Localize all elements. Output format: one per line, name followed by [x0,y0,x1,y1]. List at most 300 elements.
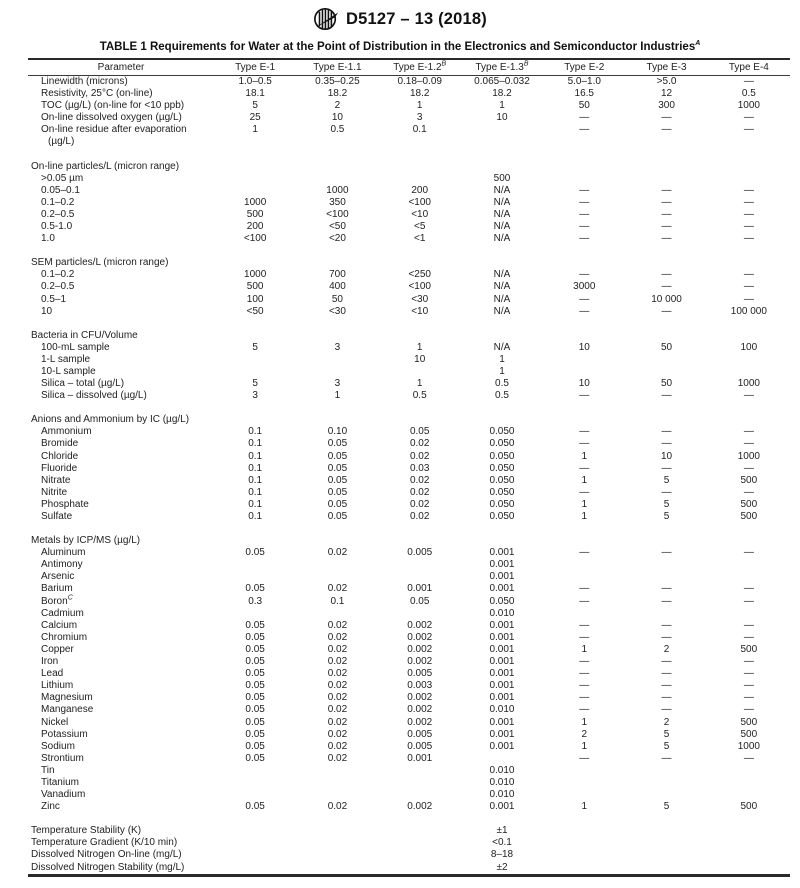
value-cell [379,777,461,789]
value-cell: 2 [334,100,341,112]
param-label: Iron [41,656,59,668]
table-row [28,656,790,668]
value-cell: 0.001 [489,668,515,680]
value-cell [625,571,707,583]
value-cell: — [579,124,590,136]
value-cell: 1 [581,716,588,728]
value-cell: 0.02 [327,643,348,655]
value-cell: — [661,619,672,631]
value-cell [296,825,378,837]
value-cell [296,789,378,801]
param-label: On-line dissolved oxygen (µg/L) [41,112,182,124]
value-cell: — [661,438,672,450]
param-label: Bromide [41,438,79,450]
value-cell: 0.005 [407,740,433,752]
value-cell: — [579,595,590,607]
table-row [28,463,790,475]
value-cell: 0.05 [327,498,348,510]
value-cell: 0.002 [407,692,433,704]
table-row [28,680,790,692]
table-row [28,281,790,293]
value-cell: — [743,656,754,668]
value-cell [543,354,625,366]
value-cell: — [661,124,672,136]
value-cell: 400 [329,281,346,293]
table-row [28,76,790,89]
value-cell: 5 [663,740,670,752]
value-cell: 0.02 [327,656,348,668]
value-cell: <100 [326,208,349,220]
value-cell: 0.050 [489,595,515,607]
param-cell [28,583,214,595]
param-label: Dissolved Nitrogen On-line (mg/L) [31,849,182,861]
value-cell: 3000 [573,281,596,293]
param-label: Sulfate [41,511,73,522]
value-cell: 0.02 [327,704,348,716]
value-cell: 5.0–1.0 [567,76,601,87]
value-cell: N/A [493,269,511,281]
param-label: Dissolved Nitrogen Stability (mg/L) [31,861,185,873]
value-cell: 1000 [737,740,760,752]
value-cell: — [743,281,754,293]
value-cell: 3 [252,390,258,402]
value-cell: 5 [663,474,670,486]
value-cell: 0.35–0.25 [315,76,360,87]
value-cell: 100 000 [730,305,767,317]
value-cell [708,559,790,571]
value-cell [461,124,543,148]
value-cell: — [579,112,590,124]
section-header-row [28,161,790,173]
value-cell: 0.02 [409,450,430,462]
value-cell: 0.02 [327,692,348,704]
value-cell: 0.050 [489,438,515,450]
table-row [28,608,790,620]
param-cell [28,124,214,148]
value-cell [379,825,461,837]
value-cell: 0.05 [327,474,348,486]
value-cell: 1 [416,341,423,353]
value-cell [708,366,790,378]
value-cell [296,354,378,366]
value-cell: — [661,631,672,643]
value-cell [543,849,625,861]
value-cell: N/A [493,305,511,317]
value-cell [543,366,625,378]
value-cell [214,777,296,789]
value-cell: — [743,76,754,87]
param-label: Silica – total (µg/L) [41,378,125,390]
table-title [0,41,800,53]
value-cell: 1000 [244,269,267,281]
value-cell: 0.5 [330,124,345,136]
value-cell [461,753,543,765]
value-cell: 0.050 [489,426,515,438]
value-cell [543,608,625,620]
section-spacer [28,245,790,257]
value-cell: 5 [252,378,258,390]
table-header [28,59,790,76]
value-cell: 5 [663,511,670,522]
value-cell: 0.02 [327,801,348,813]
param-label: Resistivity, 25°C (on-line) [41,88,153,100]
value-cell: — [661,184,672,196]
value-cell: 0.065–0.032 [474,76,530,87]
value-cell [296,765,378,777]
value-cell: 500 [246,281,264,293]
section-spacer [28,402,790,414]
value-cell: 0.050 [489,511,515,522]
value-cell: 0.05 [245,631,265,643]
value-cell: — [579,233,590,245]
value-cell: 0.001 [489,692,515,704]
value-cell: 0.05 [245,680,265,692]
param-cell [28,197,214,209]
value-cell: 0.1 [248,498,263,510]
value-cell: 0.05 [409,595,430,607]
table-row [28,209,790,221]
value-cell: 1 [581,511,588,522]
value-cell: 0.5 [412,390,427,402]
param-label-line2: (µg/L) [48,136,75,148]
param-label: 0.5–1 [41,293,67,305]
value-cell: 1 [499,353,505,365]
table-row [28,366,790,378]
value-cell: 1 [252,124,258,136]
param-label: Sodium [41,740,75,752]
param-cell [28,547,214,559]
value-cell: 0.18–0.09 [397,76,442,87]
value-cell: 5 [252,100,258,112]
param-cell [28,765,214,777]
value-cell [379,559,461,571]
param-cell [28,608,214,620]
value-cell [214,185,296,197]
value-cell: 1000 [737,100,760,112]
value-cell: 500 [740,716,758,728]
value-cell: — [743,692,754,704]
value-cell: 0.05 [245,643,265,655]
value-cell: 18.2 [327,88,348,100]
value-cell: 0.001 [489,643,515,655]
value-cell: 0.05 [327,486,348,498]
value-cell: 0.02 [327,680,348,692]
value-cell: 0.005 [407,728,433,740]
value-cell: 0.1 [248,486,263,498]
value-cell: <100 [243,233,267,245]
value-cell: 1 [581,643,588,655]
value-cell: — [579,583,590,595]
param-cell [28,777,214,789]
value-cell [214,789,296,801]
value-cell: — [579,631,590,643]
value-cell: 1 [334,390,341,402]
table-row [28,378,790,390]
value-cell: 5 [252,341,258,353]
value-cell [625,559,707,571]
value-cell [379,173,461,185]
table-row [28,862,790,876]
value-cell: 0.1 [248,511,263,522]
value-cell: <50 [328,221,346,233]
value-cell: 0.1 [248,450,263,462]
value-cell: — [743,583,754,595]
value-cell: 0.05 [245,619,265,631]
param-cell [28,306,214,318]
col-header-type-e1: Type E-1 [214,59,296,76]
value-cell [296,777,378,789]
value-cell: 3 [334,378,341,390]
value-cell: N/A [493,341,511,353]
value-cell: 500 [740,511,758,522]
value-cell: 0.050 [489,450,515,462]
table-row [28,354,790,366]
table-row [28,88,790,100]
table-row [28,596,790,608]
value-cell [214,837,296,849]
value-cell: 0.10 [327,426,348,438]
section-spacer [28,813,790,825]
value-cell: 0.001 [489,680,515,692]
table-row [28,294,790,306]
value-cell: — [743,486,754,498]
value-cell: 0.02 [409,486,430,498]
value-cell: 0.02 [409,474,430,486]
param-label: Copper [41,643,74,655]
param-label: Potassium [41,728,88,740]
value-cell: 0.05 [245,728,265,740]
value-cell: 12 [660,88,673,100]
value-cell: — [661,462,672,474]
value-cell: 50 [331,293,343,305]
value-cell: — [661,208,672,220]
value-cell: — [743,196,754,208]
header-row [28,59,790,76]
section-header: Bacteria in CFU/Volume [31,329,138,341]
col-header-type-e3: Type E-3 [625,59,707,76]
param-cell [28,511,214,523]
value-cell: 0.05 [245,656,265,668]
value-cell [543,765,625,777]
param-cell [28,390,214,402]
param-cell [28,100,214,112]
value-cell: — [743,668,754,680]
value-cell: 0.5 [741,88,756,100]
value-cell: — [579,462,590,474]
value-cell [379,862,461,876]
param-cell [28,729,214,741]
value-cell: — [579,221,590,233]
value-cell: 0.001 [489,728,515,740]
value-cell [708,825,790,837]
value-cell [214,862,296,876]
param-cell [28,825,214,837]
param-cell [28,644,214,656]
value-cell: 50 [660,378,673,390]
value-cell: — [579,293,590,305]
value-cell: 0.05 [327,450,348,462]
table-row [28,487,790,499]
value-cell: 0.05 [245,583,265,595]
param-cell [28,221,214,233]
param-cell [28,185,214,197]
value-cell: — [579,680,590,692]
value-cell: — [579,208,590,220]
value-cell: 0.001 [489,656,515,668]
table-row [28,221,790,233]
value-cell: 0.010 [489,789,515,801]
table-row [28,547,790,559]
value-cell: 0.001 [489,547,515,559]
value-cell: — [579,184,590,196]
param-label: Antimony [41,559,83,571]
table-body [28,76,790,876]
value-cell: 0.1 [412,124,427,136]
value-cell: <100 [408,281,431,293]
value-cell [708,765,790,777]
value-cell: <10 [411,208,429,220]
value-cell: 0.1 [330,595,345,607]
value-cell: <100 [408,196,431,208]
param-cell [28,571,214,583]
value-cell: — [743,704,754,716]
param-label: Barium [41,583,73,595]
param-cell [28,366,214,378]
param-cell [28,668,214,680]
value-cell: — [661,196,672,208]
table-row [28,825,790,837]
table-row [28,559,790,571]
value-cell: 1 [581,801,588,813]
value-cell: 0.05 [245,752,265,764]
param-cell [28,801,214,813]
value-cell: 0.05 [409,426,430,438]
value-cell: 0.02 [327,716,348,728]
value-cell: 5 [663,498,670,510]
value-cell [543,837,625,849]
value-cell: 500 [493,172,511,184]
param-label: Calcium [41,619,78,631]
value-cell: — [661,704,672,716]
value-cell [625,608,707,620]
requirements-table [28,58,790,877]
value-cell: 0.02 [327,668,348,680]
value-cell [625,837,707,849]
table-row [28,765,790,777]
value-cell: 1000 [244,196,267,208]
value-cell: 0.001 [489,801,515,813]
value-cell: — [579,269,590,281]
value-cell: 0.010 [489,704,515,716]
value-cell: 0.002 [407,643,433,655]
value-cell: 1 [581,740,588,752]
table-row [28,571,790,583]
value-cell [296,862,378,876]
value-cell: 0.001 [489,583,515,595]
param-cell [28,112,214,124]
param-cell [28,426,214,438]
value-cell: N/A [493,233,511,245]
value-cell: 0.001 [489,571,515,583]
value-cell [296,366,378,378]
value-cell: 1000 [326,184,349,196]
value-cell: 0.050 [489,498,515,510]
value-cell: — [661,656,672,668]
param-label: 0.1–0.2 [41,196,75,208]
value-cell: 5 [663,728,670,740]
value-cell: 0.050 [489,462,515,474]
param-cell [28,76,214,89]
value-cell [214,354,296,366]
value-cell: — [579,486,590,498]
value-cell: — [743,112,754,124]
value-cell: 0.02 [327,583,348,595]
value-cell: 0.001 [407,583,433,595]
doc-code: D5127 – 13 (2018) [346,9,487,28]
table-title-footnote-ref: A [695,40,701,48]
table-row [28,185,790,197]
value-cell: 500 [740,474,758,486]
value-cell: 1000 [737,378,760,390]
value-cell [708,862,790,876]
value-cell: — [743,462,754,474]
table-row [28,717,790,729]
table-row [28,704,790,716]
table-row [28,511,790,523]
value-cell: 0.02 [327,619,348,631]
value-cell: — [743,293,754,305]
value-cell: 0.05 [245,740,265,752]
value-cell: 500 [740,728,758,740]
section-spacer [28,149,790,161]
value-cell [379,837,461,849]
table-row [28,753,790,765]
param-label: Temperature Gradient (K/10 min) [31,837,178,849]
value-cell: — [579,547,590,559]
value-cell [214,571,296,583]
value-cell: 0.03 [409,462,430,474]
value-cell [708,837,790,849]
value-cell: 0.02 [409,511,430,522]
param-label: Zinc [41,801,60,813]
value-cell: 1 [499,365,505,377]
value-cell: 10 [660,450,673,462]
table-row [28,777,790,789]
value-cell [296,608,378,620]
value-cell: 5 [663,801,670,813]
section-header-row [28,330,790,342]
param-cell [28,753,214,765]
value-cell: 0.010 [489,607,515,619]
value-cell: 1000 [737,450,760,462]
value-cell [379,789,461,801]
value-cell: — [743,547,754,559]
value-cell: 0.010 [489,776,515,788]
value-cell [625,849,707,861]
value-cell: 0.05 [327,462,348,474]
value-cell [214,849,296,861]
value-cell: — [579,305,590,317]
value-cell: 0.002 [407,619,433,631]
param-cell [28,656,214,668]
section-spacer [28,318,790,330]
value-cell: 300 [658,100,675,112]
value-cell: 0.001 [489,559,515,571]
value-cell [214,559,296,571]
value-cell: 0.02 [409,438,430,450]
value-cell: 100 [246,293,264,305]
value-cell: <50 [246,305,264,317]
